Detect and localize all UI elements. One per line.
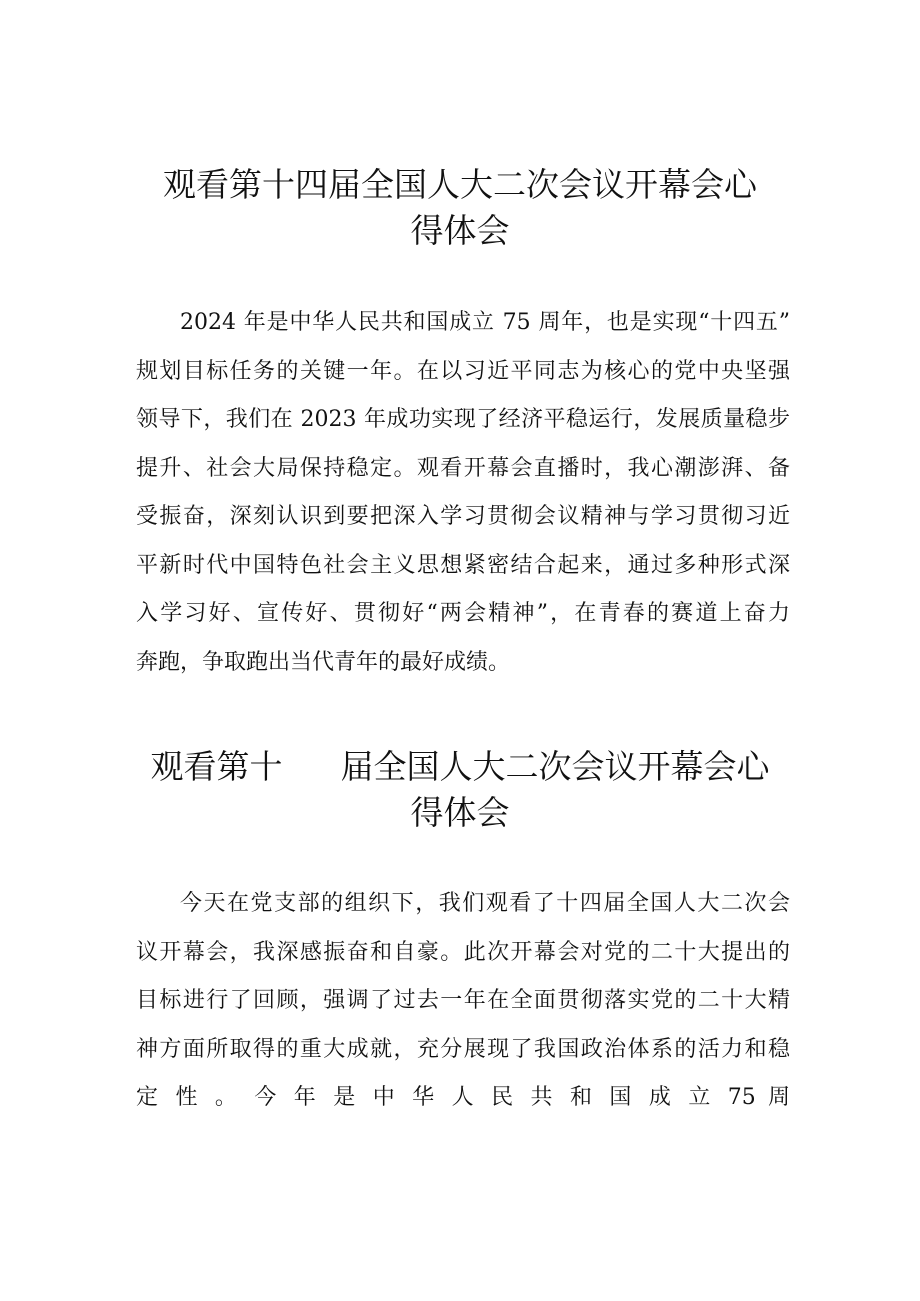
- paragraph-line: 今天在党支部的组织下，我们观看了十四届全国人大二次会: [180, 891, 790, 916]
- paragraph-line: 2024 年是中华人民共和国成立 75 周年，也是实现“十四五”: [180, 310, 790, 335]
- paragraph-line: 神方面所取得的重大成就，充分展现了我国政治体系的活力和稳: [136, 1036, 790, 1062]
- paragraph-line: 议开幕会，我深感振奋和自豪。此次开幕会对党的二十大提出的: [136, 939, 790, 965]
- paragraph-line: 受振奋，深刻认识到要把深入学习贯彻会议精神与学习贯彻习近: [136, 504, 790, 529]
- section2-title-line1: [0, 744, 920, 790]
- section2-paragraph: [136, 880, 790, 1123]
- paragraph-line: 领导下，我们在 2023 年成功实现了经济平稳运行，发展质量稳步: [136, 407, 790, 432]
- paragraph-line: 入学习好、宣传好、贯彻好“两会精神”，在青春的赛道上奋力: [136, 601, 790, 626]
- section1-title-line1: 观看第十四届全国人大二次会议开幕会心: [163, 165, 757, 204]
- paragraph-line: 规划目标任务的关键一年。在以习近平同志为核心的党中央坚强: [136, 358, 790, 384]
- section2-title-part2: 届全国人大二次会议开幕会心: [340, 747, 770, 786]
- section1-paragraph: [136, 299, 790, 687]
- section2-title-part1: 观看第十: [150, 747, 283, 786]
- section2-title-line2: 得体会: [410, 793, 510, 832]
- section1-title: [0, 162, 920, 254]
- paragraph-line: 奔跑，争取跑出当代青年的最好成绩。: [136, 649, 511, 675]
- paragraph-line: 提升、社会大局保持稳定。观看开幕会直播时，我心潮澎湃、备: [136, 455, 790, 481]
- paragraph-line: 定 性 。 今 年 是 中 华 人 民 共 和 国 成 立 75 周: [136, 1085, 790, 1110]
- section2-title: [0, 744, 920, 836]
- section1-title-line2: 得体会: [410, 211, 510, 250]
- paragraph-line: 目标进行了回顾，强调了过去一年在全面贯彻落实党的二十大精: [136, 988, 790, 1013]
- paragraph-line: 平新时代中国特色社会主义思想紧密结合起来，通过多种形式深: [136, 552, 790, 578]
